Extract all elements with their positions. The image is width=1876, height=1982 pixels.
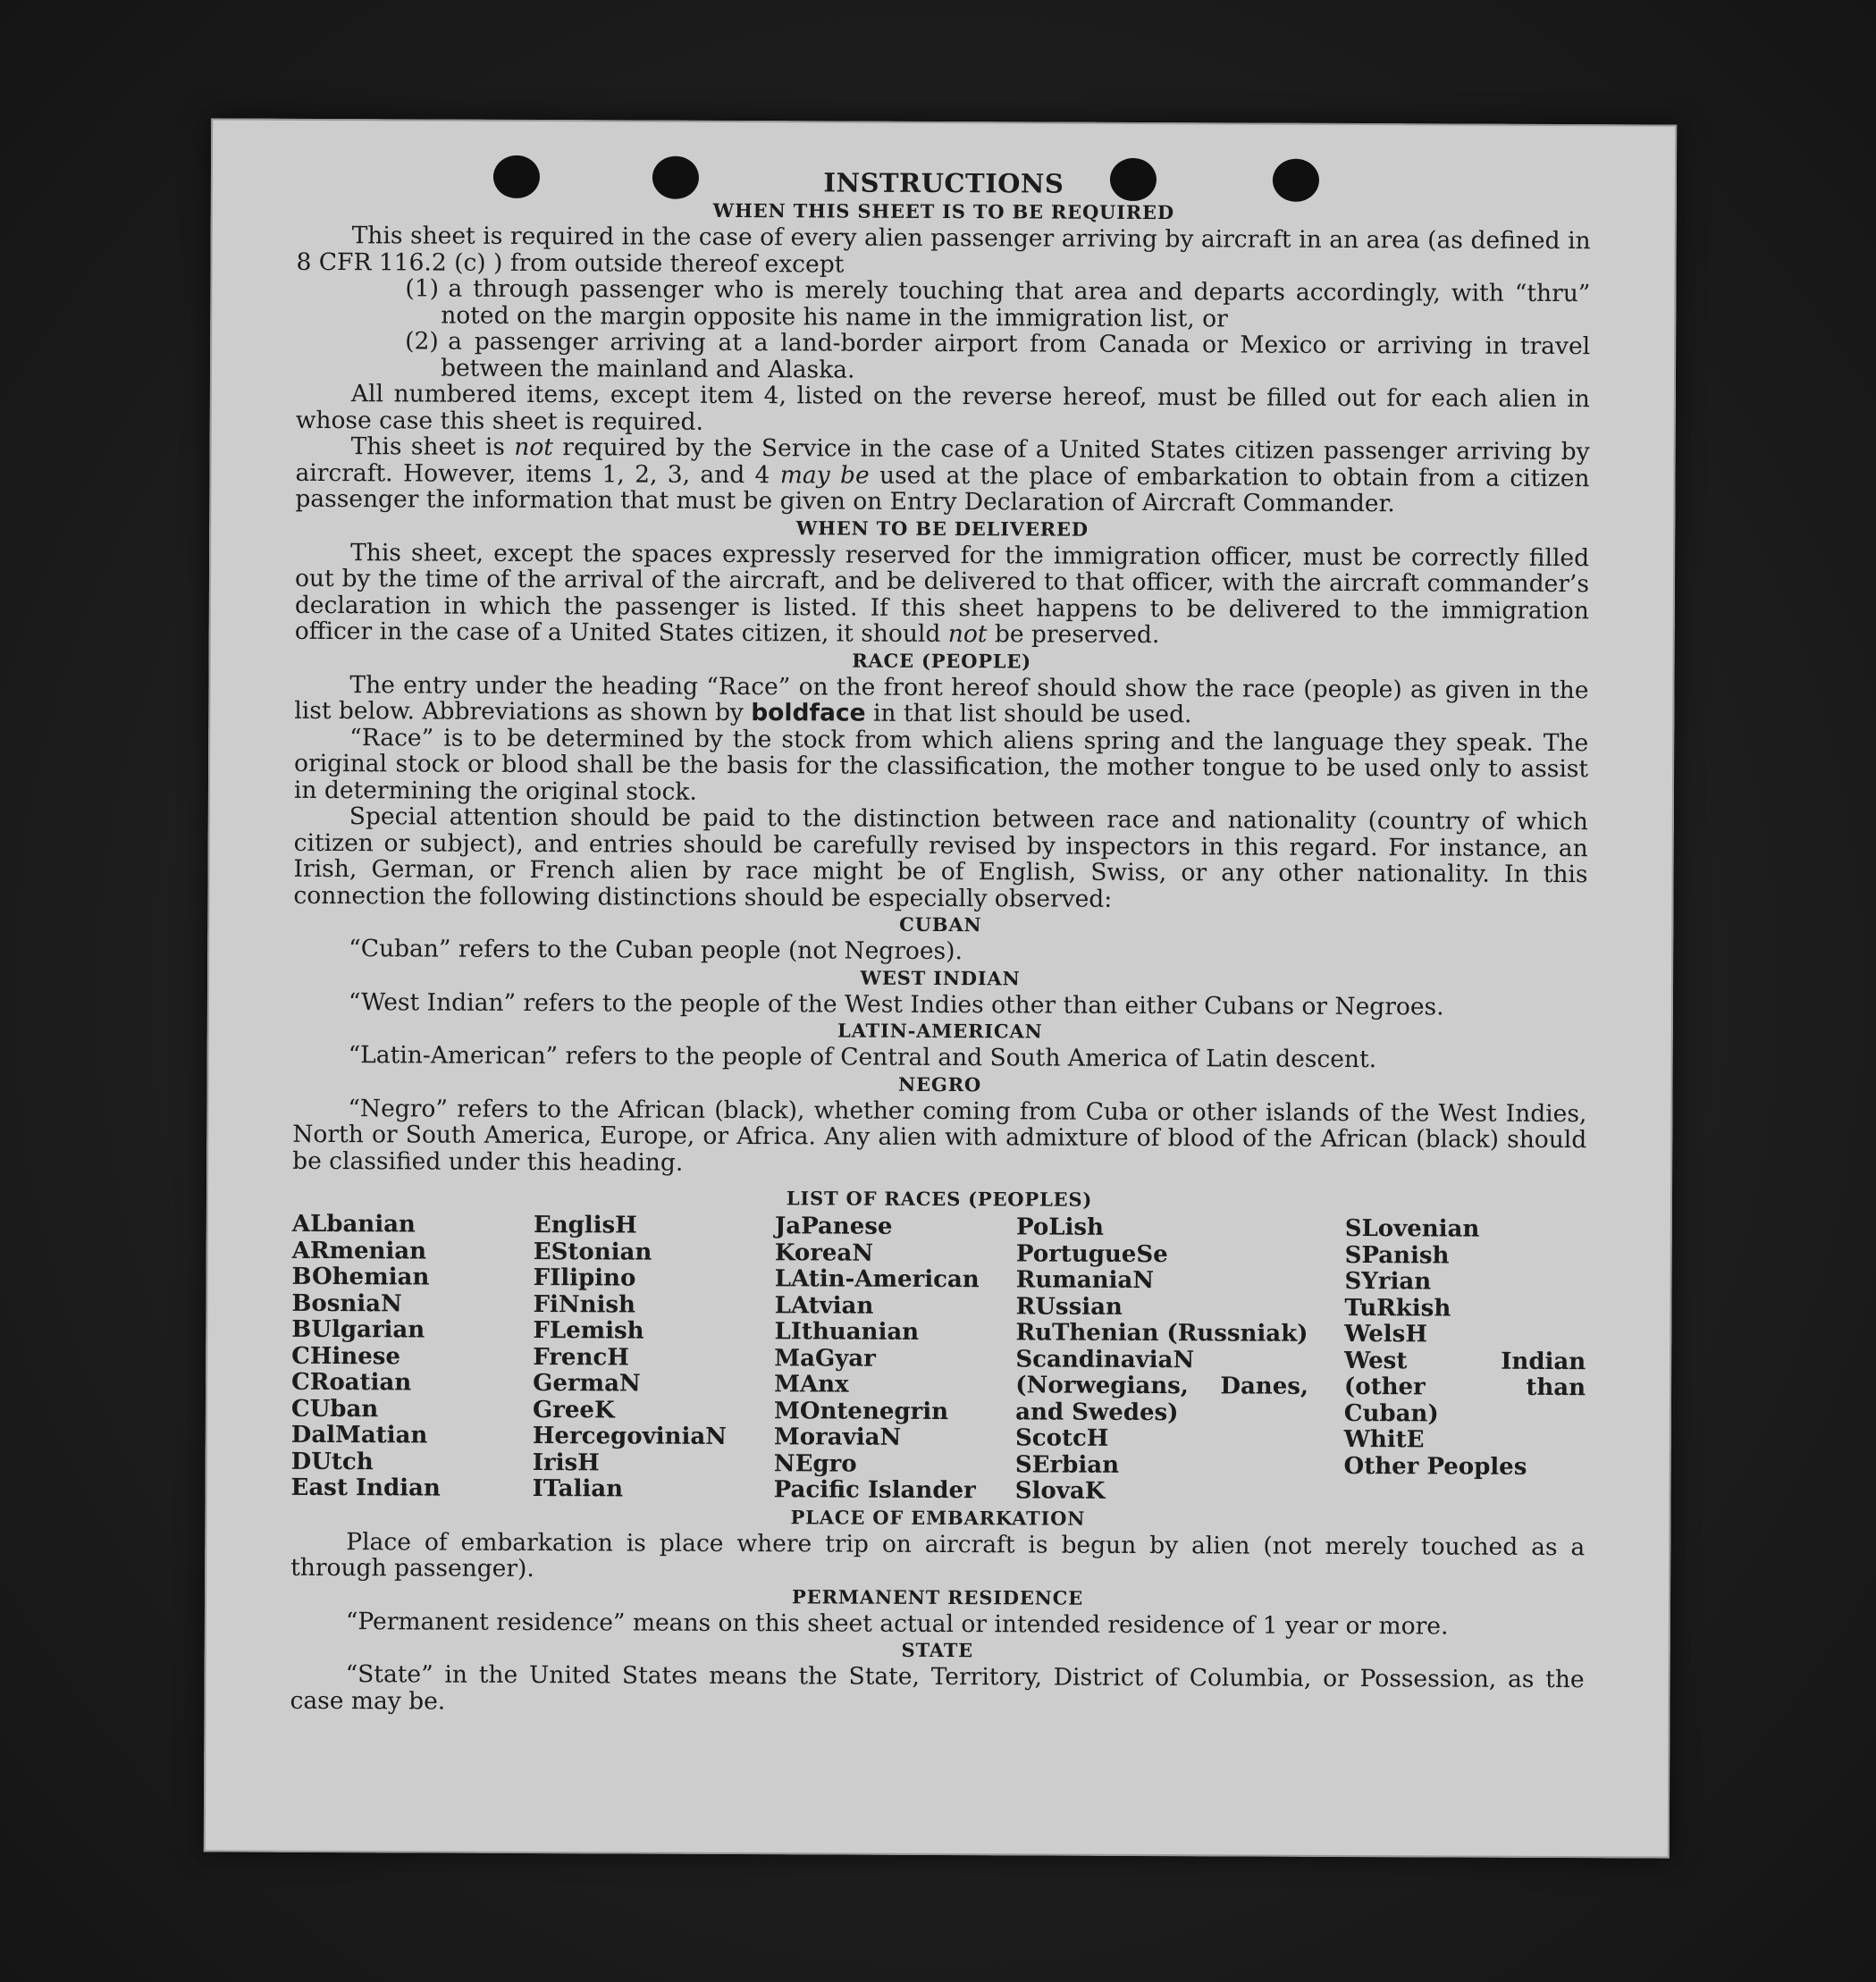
section-heading: WHEN TO BE DELIVERED [795, 516, 1089, 541]
text-run: The entry under the heading “Race” on the front hereof should show the race (people) as given in the list below. Abbreviations as shown by [294, 670, 1589, 727]
paragraph: “Negro” refers to the African (black), whether coming from Cuba or other islands of the West Indies, North or South America, Europe, or Africa. Any alien with admixture of blood of the African (black) should be classified under this heading. [292, 1094, 1587, 1177]
race-entry: BosniaN [291, 1289, 402, 1317]
race-entry: East Indian [290, 1474, 441, 1502]
text-run: be preserved. [987, 620, 1160, 650]
race-entry: LAtin-American [774, 1265, 980, 1294]
race-entry: ITalian [532, 1475, 624, 1503]
text-run-italic: not [947, 620, 988, 649]
race-entry: WhitE [1343, 1425, 1425, 1454]
text-run: This sheet is [350, 433, 515, 461]
race-entry: ScandinaviaN (Norwegians, Danes, and Swedes) [1015, 1345, 1309, 1426]
section-heading: RACE (PEOPLE) [852, 649, 1031, 672]
section-heading: WEST INDIAN [860, 966, 1021, 989]
race-entry: EStonian [533, 1238, 652, 1266]
race-entry: EnglisH [533, 1212, 637, 1239]
race-entry: FiNnish [533, 1290, 636, 1319]
text-run-italic: may be [779, 460, 870, 490]
paragraph: “Permanent residence” means on this sheet actual or intended residence of 1 year or more. [345, 1607, 1449, 1640]
race-entry: PortugueSe [1015, 1239, 1168, 1268]
race-entry: RumaniaN [1015, 1266, 1155, 1295]
race-entry: CHinese [291, 1342, 401, 1370]
race-entry: RUssian [1015, 1292, 1123, 1321]
paragraph: “Latin-American” refers to the people of Central and South America of Latin descent. [348, 1041, 1377, 1074]
race-entry: GermaN [533, 1370, 641, 1398]
list-item [405, 328, 1590, 386]
race-column [290, 1212, 533, 1503]
section-heading: PLACE OF EMBARKATION [790, 1505, 1086, 1530]
race-entry: PoLish [1016, 1214, 1105, 1241]
race-entry: KoreaN [774, 1239, 874, 1267]
race-entry: Other Peoples [1343, 1452, 1527, 1481]
text-run: used at the place of embarkation to obtain from a citizen passenger the information that must be given on Entry Declaration of Aircraft Commander. [295, 461, 1590, 518]
race-entry: FrencH [533, 1343, 629, 1371]
race-entry: MAnx [774, 1371, 849, 1398]
race-entry: ARmenian [291, 1237, 427, 1264]
race-entry: BUlgarian [291, 1315, 425, 1344]
race-entry: LIthuanian [774, 1318, 920, 1346]
race-entry: CRoatian [291, 1368, 412, 1397]
race-entry: DalMatian [290, 1421, 428, 1449]
text-run-bold: boldface [751, 699, 866, 727]
item-number: (1) [405, 274, 440, 303]
paragraph: Place of embarkation is place where trip on aircraft is begun by alien (not merely touched as a through passenger). [290, 1527, 1586, 1583]
race-column [1343, 1216, 1586, 1507]
race-entry: GreeK [532, 1396, 615, 1424]
section-heading: WHEN THIS SHEET IS TO BE REQUIRED [712, 198, 1174, 224]
section-heading: LIST OF RACES (PEOPLES) [786, 1187, 1093, 1211]
race-entry: MoraviaN [773, 1424, 902, 1451]
section-heading: LATIN-AMERICAN [837, 1019, 1043, 1043]
paragraph [294, 671, 1588, 729]
race-entry: JaPanese [774, 1213, 893, 1240]
text-run: required by the Service in the case of a United States citizen passenger arriving by aircraft. However, items 1, 2, 3, and 4 [295, 433, 1590, 489]
race-entry: SErbian [1014, 1450, 1120, 1479]
race-entry: CUban [290, 1395, 379, 1423]
race-entry: FLemish [533, 1317, 644, 1345]
race-entry: ALbanian [291, 1210, 416, 1239]
race-entry: HercegoviniaN [532, 1423, 728, 1450]
race-entry: BOhemian [291, 1263, 430, 1291]
text-run: in that list should be used. [865, 699, 1192, 729]
paragraph: This sheet is required in the case of every alien passenger arriving by aircraft in an area (as defined in 8 CFR 116.2 (c) ) from outside thereof except [296, 222, 1591, 279]
race-entry: MOntenegrin [774, 1397, 949, 1425]
document-body [290, 165, 1591, 1719]
race-entry: SYrian [1344, 1267, 1432, 1296]
paragraph: “State” in the United States means the State, Territory, District of Columbia, or Possession, as the case may be. [290, 1660, 1585, 1716]
list-item [405, 275, 1590, 333]
section-heading: NEGRO [898, 1072, 982, 1096]
text-run-italic: not [514, 433, 554, 462]
text-run: This sheet, except the spaces expressly reserved for the immigration officer, must be correctly filled out by the time of the arrival of the aircraft, and be delivered to that officer, with the aircraft commander’s declaration in which the passenger is listed. If this sheet happens to be delivered to the immigration officer in the case of a United States citizen, it should [294, 538, 1590, 649]
race-entry: DUtch [290, 1448, 374, 1475]
race-entry: IrisH [532, 1449, 600, 1476]
section-heading: PERMANENT RESIDENCE [792, 1584, 1084, 1609]
race-entry: ScotcH [1014, 1424, 1109, 1452]
paragraph [295, 433, 1589, 518]
item-number: (2) [405, 327, 439, 356]
race-entry: West Indian (other than Cuban) [1343, 1347, 1586, 1427]
paragraph: “Race” is to be determined by the stock from which aliens spring and the language they speak. The original stock or blood shall be the basis for the classification, the mother tongue to be used only to assist in determining the original stock. [293, 723, 1589, 806]
race-entry: SPanish [1344, 1241, 1450, 1269]
section-heading: CUBAN [899, 912, 982, 936]
race-entry: MaGyar [774, 1344, 876, 1373]
section-heading: STATE [901, 1638, 974, 1662]
race-entry: WelsH [1344, 1320, 1427, 1348]
race-entry: FIlipino [533, 1264, 636, 1292]
race-entry: NEgro [773, 1449, 857, 1478]
item-text: a through passenger who is merely touching that area and departs accordingly, with “thru” noted on the margin opposite his name in the immigration list, or [441, 274, 1591, 332]
race-list [290, 1212, 1586, 1507]
paragraph: “West Indian” refers to the people of the West Indies other than either Cubans or Negroes. [348, 987, 1444, 1020]
race-entry: SlovaK [1014, 1477, 1106, 1505]
race-entry: SLovenian [1344, 1214, 1480, 1243]
race-column [1015, 1214, 1345, 1506]
document-page [204, 118, 1677, 1858]
race-entry: Pacific Islander [773, 1476, 976, 1505]
race-column [774, 1214, 1016, 1505]
race-entry: TuRkish [1344, 1294, 1451, 1322]
item-text: a passenger arriving at a land-border airport from Canada or Mexico or arriving in travel between the mainland and Alaska. [440, 327, 1591, 384]
race-entry: LAtvian [774, 1291, 874, 1320]
paragraph: All numbered items, except item 4, listed on the reverse hereof, must be filled out for each alien in whose case this sheet is required. [295, 380, 1590, 436]
page-title: INSTRUCTIONS [823, 167, 1064, 199]
paragraph: Special attention should be paid to the distinction between race and nationality (country of which citizen or subject), and entries should be carefully revised by inspectors in this regard. For instance, an Irish, German, or French alien by race might be of English, Swiss, or any other nationality. In this connection the following distinctions should be especially observed: [293, 802, 1588, 913]
race-column [533, 1213, 775, 1504]
race-entry: RuThenian (Russniak) [1015, 1319, 1308, 1348]
paragraph: “Cuban” refers to the Cuban people (not Negroes). [349, 935, 963, 966]
paragraph [295, 539, 1590, 650]
